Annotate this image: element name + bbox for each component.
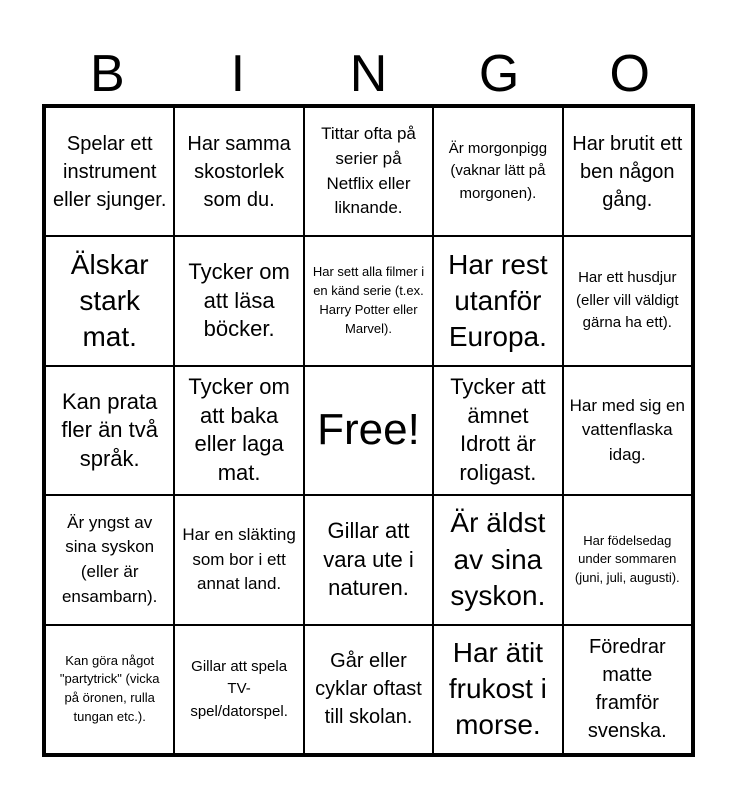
bingo-cell[interactable] [563, 495, 692, 624]
bingo-cell[interactable] [433, 625, 562, 754]
cell-text: Har rest utanför Europa. [448, 248, 548, 353]
bingo-header [42, 44, 695, 104]
cell-text: Gillar att spela TV-spel/datorspel. [190, 657, 288, 720]
bingo-cell[interactable] [174, 236, 303, 365]
header-letter-o: O [609, 45, 650, 103]
cell-text: Har brutit ett ben någon gång. [572, 132, 683, 211]
bingo-board [42, 104, 695, 757]
cell-text: Gillar att vara ute i naturen. [323, 518, 414, 601]
bingo-cell[interactable] [174, 107, 303, 236]
bingo-cell[interactable] [45, 625, 174, 754]
bingo-cell[interactable] [563, 107, 692, 236]
cell-text: Tycker att ämnet Idrott är roligast. [450, 374, 546, 486]
header-letter-g: G [478, 45, 520, 103]
bingo-cell[interactable] [433, 107, 562, 236]
cell-text: Har ett husdjur (eller vill väldigt gärna ha ett). [576, 269, 679, 332]
bingo-cell[interactable] [174, 625, 303, 754]
cell-text: Har en släkting som bor i ett annat land. [182, 524, 296, 594]
bingo-cell[interactable] [304, 625, 433, 754]
cell-text: Har ätit frukost i morse. [448, 636, 547, 741]
cell-text: Föredrar matte framför svenska. [587, 636, 667, 743]
bingo-cell[interactable] [304, 107, 433, 236]
cell-text: Kan göra något "partytrick" (vicka på öronen, rulla tungan etc.). [59, 652, 160, 725]
bingo-cell[interactable] [563, 625, 692, 754]
bingo-cell[interactable] [433, 366, 562, 495]
cell-text: Har sett alla filmer i en känd serie (t.ex. Harry Potter eller Marvel). [312, 264, 425, 336]
bingo-cell[interactable] [433, 495, 562, 624]
cell-text: Tittar ofta på serier på Netflix eller liknande. [321, 124, 416, 218]
bingo-cell[interactable] [304, 236, 433, 365]
cell-text: Har samma skostorlek som du. [187, 132, 291, 211]
cell-text: Har med sig en vattenflaska idag. [569, 395, 685, 464]
cell-text: Är äldst av sina syskon. [450, 507, 546, 612]
bingo-cell[interactable] [45, 495, 174, 624]
cell-text: Älskar stark mat. [70, 248, 149, 353]
cell-text: Har födelsedag under sommaren (juni, juli, augusti). [574, 532, 680, 586]
bingo-cell[interactable] [304, 495, 433, 624]
cell-text: Spelar ett instrument eller sjunger. [52, 132, 167, 211]
bingo-cell-free[interactable] [304, 366, 433, 495]
bingo-cell[interactable] [563, 236, 692, 365]
bingo-cell[interactable] [174, 366, 303, 495]
bingo-cell[interactable] [45, 236, 174, 365]
bingo-cell[interactable] [174, 495, 303, 624]
cell-text: Tycker om att läsa böcker. [188, 259, 290, 342]
header-letter-i: I [230, 45, 246, 103]
header-letter-b: B [89, 45, 125, 103]
bingo-cell[interactable] [45, 366, 174, 495]
bingo-cell[interactable] [433, 236, 562, 365]
header-letter-n: N [349, 45, 388, 103]
bingo-cell[interactable] [563, 366, 692, 495]
bingo-cell[interactable] [45, 107, 174, 236]
cell-text: Tycker om att baka eller laga mat. [188, 374, 290, 486]
cell-text: Går eller cyklar oftast till skolan. [315, 650, 422, 729]
cell-text: Är morgonpigg (vaknar lätt på morgonen). [448, 139, 548, 202]
cell-text: Är yngst av sina syskon (eller är ensambarn). [61, 512, 158, 606]
cell-text: Kan prata fler än två språk. [61, 388, 158, 471]
cell-text: Free! [317, 405, 420, 455]
